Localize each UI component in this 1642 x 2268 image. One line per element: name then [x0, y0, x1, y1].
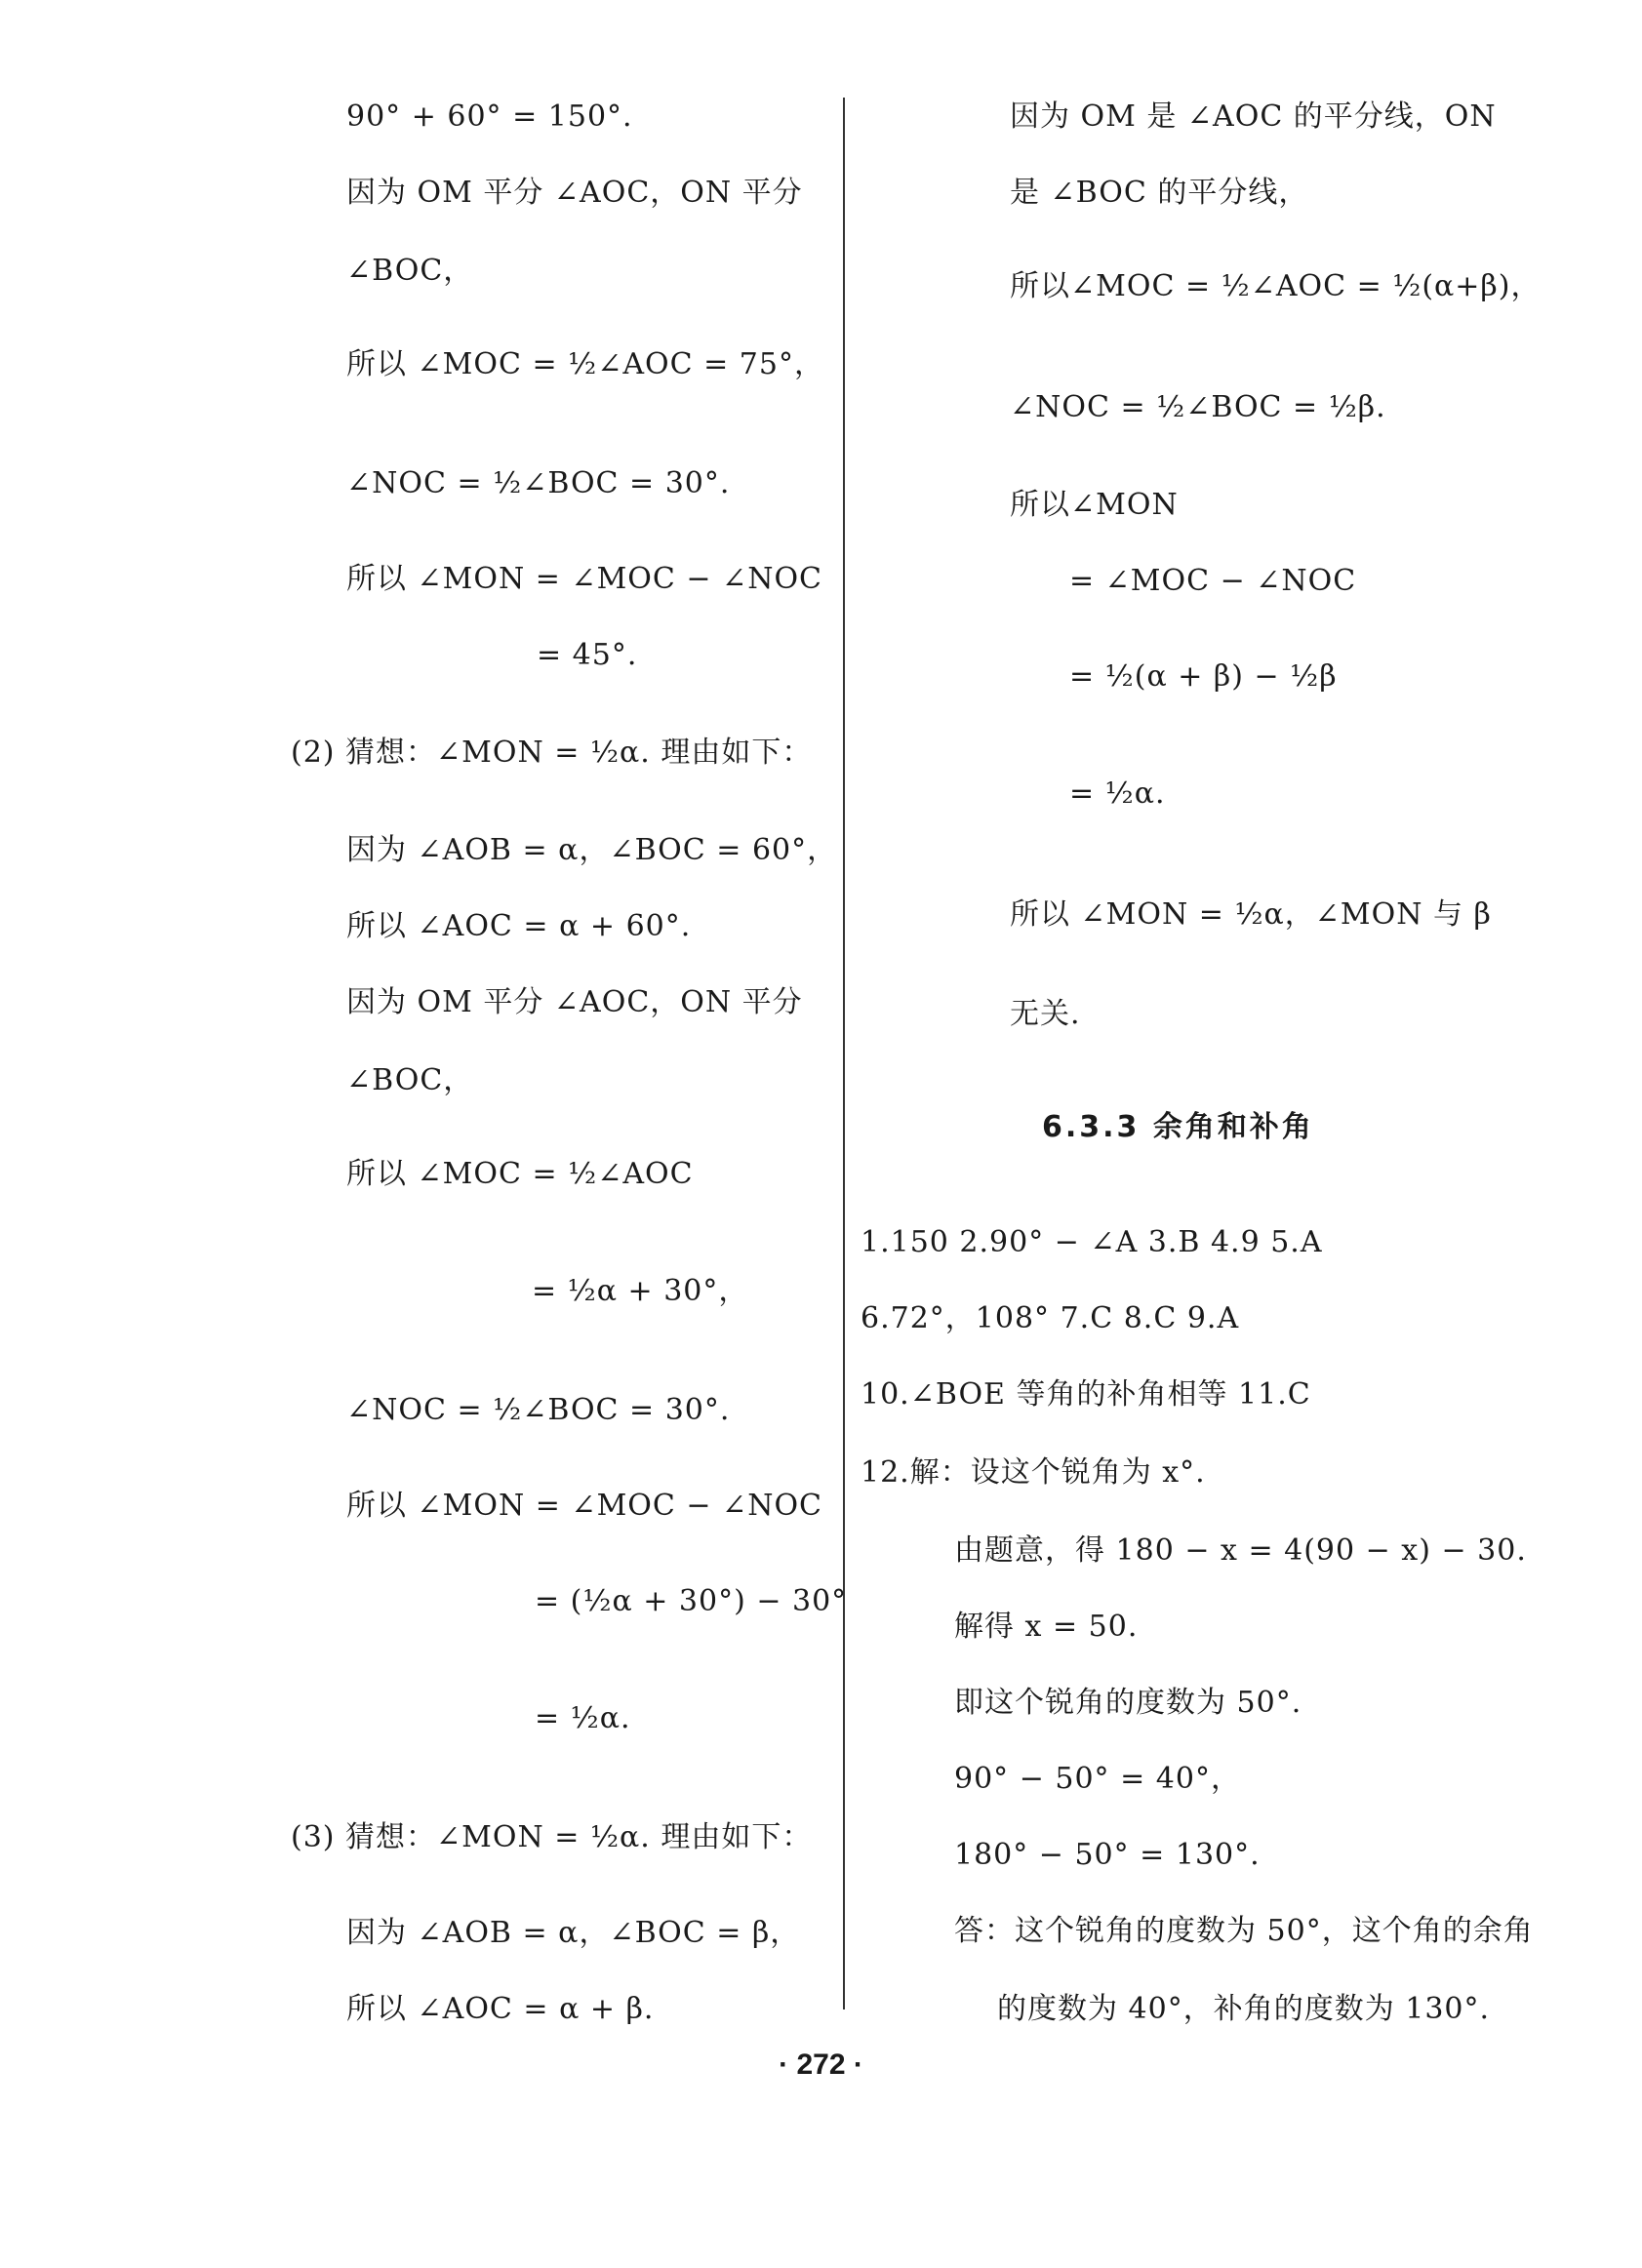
solution-line: 解得 x = 50. [954, 1610, 1139, 1644]
answer-line: 1.150 2.90° − ∠A 3.B 4.9 5.A [861, 1225, 1323, 1259]
right-line: = ½α. [1069, 776, 1166, 811]
solution-line: 即这个锐角的度数为 50°. [954, 1686, 1302, 1720]
left-line: ∠NOC = ½∠BOC = 30°. [346, 466, 731, 500]
solution-line: 180° − 50° = 130°. [954, 1838, 1261, 1872]
column-divider [843, 98, 845, 2009]
left-line: 所以 ∠MOC = ½∠AOC [346, 1157, 694, 1191]
left-line: = ½α + 30°， [532, 1274, 749, 1308]
left-line: = 45°. [537, 638, 638, 672]
right-line: 无关. [1010, 997, 1081, 1031]
right-line: 所以 ∠MON = ½α，∠MON 与 β [1010, 897, 1492, 932]
left-line: 所以 ∠MON = ∠MOC − ∠NOC [346, 562, 822, 596]
right-line: = ∠MOC − ∠NOC [1069, 564, 1357, 598]
right-line: 所以∠MOC = ½∠AOC = ½(α+β)， [1010, 269, 1542, 303]
left-line: 所以 ∠MON = ∠MOC − ∠NOC [346, 1489, 822, 1523]
left-line: ∠BOC， [346, 1063, 474, 1097]
left-line: 因为 OM 平分 ∠AOC，ON 平分 [346, 176, 803, 210]
left-line: (2) 猜想：∠MON = ½α. 理由如下： [291, 736, 813, 770]
right-line: 所以∠MON [1010, 488, 1179, 522]
left-line: 因为 ∠AOB = α，∠BOC = β， [346, 1916, 801, 1950]
right-line: 是 ∠BOC 的平分线， [1010, 176, 1309, 210]
left-line: = ½α. [535, 1701, 631, 1735]
solution-line: 90° − 50° = 40°， [954, 1762, 1241, 1796]
left-line: 因为 ∠AOB = α，∠BOC = 60°， [346, 833, 838, 867]
left-line: 所以 ∠AOC = α + 60°. [346, 909, 692, 943]
section-heading-text: 6.3.3 余角和补角 [1042, 1110, 1314, 1144]
right-line: ∠NOC = ½∠BOC = ½β. [1010, 390, 1386, 424]
right-line: 因为 OM 是 ∠AOC 的平分线，ON [1010, 99, 1497, 134]
solution-line: 答：这个锐角的度数为 50°，这个角的余角 [954, 1914, 1534, 1948]
section-heading [1042, 1106, 1314, 1149]
left-line: 所以 ∠AOC = α + β. [346, 1992, 655, 2026]
page-number: · 272 · [779, 2049, 863, 2081]
left-line: ∠NOC = ½∠BOC = 30°. [346, 1393, 731, 1427]
answer-line: 6.72°，108° 7.C 8.C 9.A [861, 1301, 1240, 1335]
solution-line: 由题意，得 180 − x = 4(90 − x) − 30. [954, 1533, 1527, 1568]
left-line: 因为 OM 平分 ∠AOC，ON 平分 [346, 985, 803, 1019]
left-line: 90° + 60° = 150°. [346, 99, 633, 134]
left-line: (3) 猜想：∠MON = ½α. 理由如下： [291, 1820, 813, 1854]
left-line: 所以 ∠MOC = ½∠AOC = 75°， [346, 347, 824, 381]
answer-line: 10.∠BOE 等角的补角相等 11.C [861, 1377, 1311, 1412]
left-line: = (½α + 30°) − 30° [535, 1584, 848, 1618]
solution-line: 的度数为 40°，补角的度数为 130°. [997, 1992, 1491, 2026]
left-line: ∠BOC， [346, 254, 474, 288]
right-line: = ½(α + β) − ½β [1069, 659, 1338, 694]
answer-line: 12.解：设这个锐角为 x°. [861, 1455, 1206, 1490]
